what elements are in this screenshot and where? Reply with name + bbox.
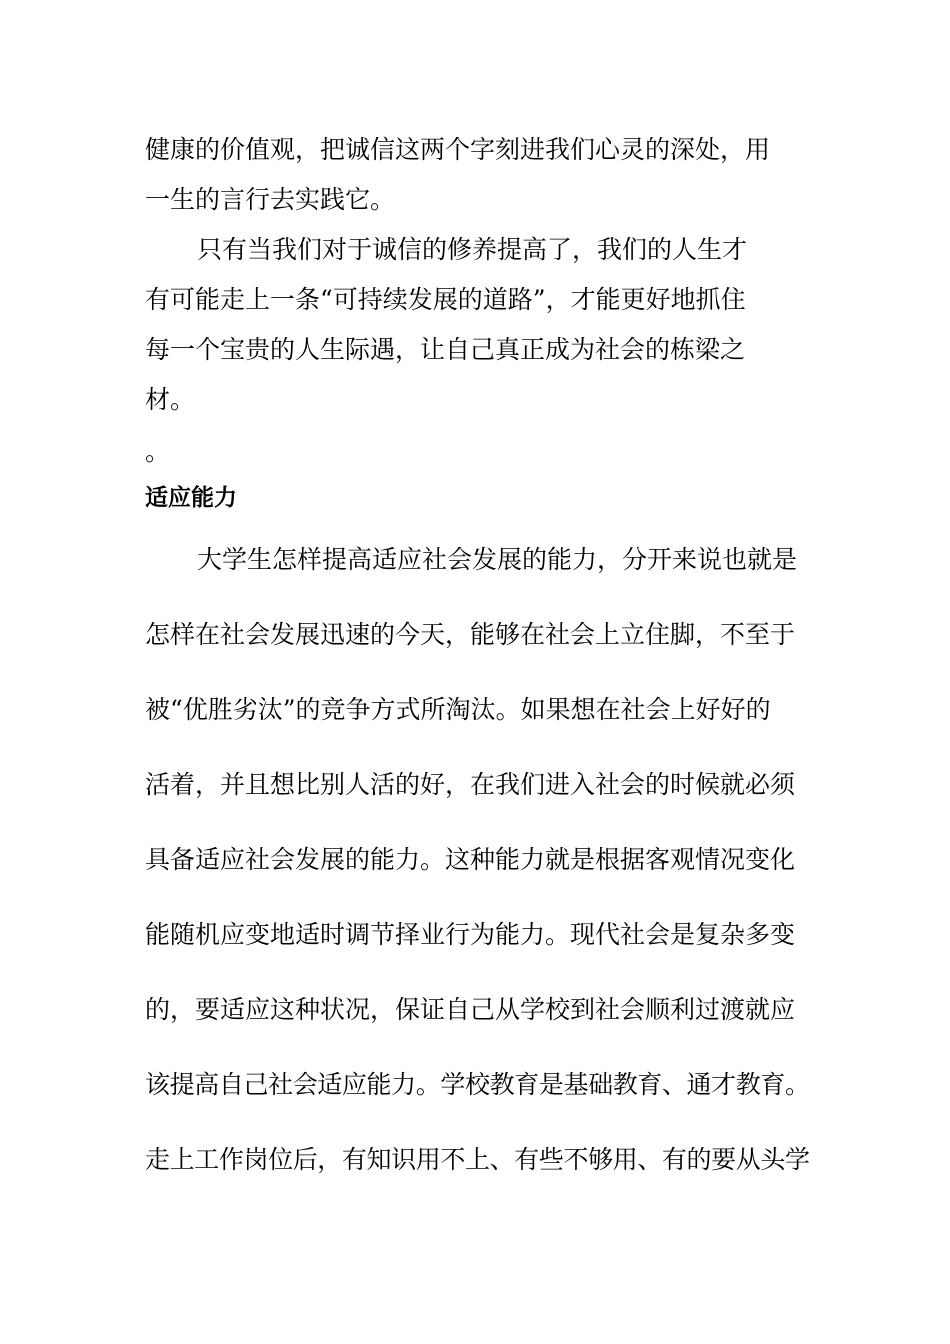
section-heading: 适应能力: [145, 485, 237, 511]
paragraph-line: 大学生怎样提高适应社会发展的能力，分开来说也就是: [197, 545, 798, 574]
paragraph-line: 该提高自己社会适应能力。学校教育是基础教育、通才教育。: [145, 1070, 810, 1099]
paragraph-line: 一生的言行去实践它。: [145, 185, 396, 214]
paragraph-line: 怎样在社会发展迅速的今天，能够在社会上立住脚，不至于: [145, 620, 796, 649]
paragraph-line: 活着，并且想比别人活的好，在我们进入社会的时候就必须: [145, 770, 796, 799]
paragraph-line: 能随机应变地适时调节择业行为能力。现代社会是复杂多变: [145, 920, 796, 949]
paragraph-line: 健康的价值观，把诚信这两个字刻进我们心灵的深处，用: [145, 135, 771, 164]
paragraph-line: 材。: [145, 385, 196, 414]
paragraph-line: 有可能走上一条“可持续发展的道路”，才能更好地抓住: [145, 285, 746, 314]
paragraph-line: 被“优胜劣汰”的竞争方式所淘汰。如果想在社会上好好的: [145, 695, 771, 724]
stray-period: 。: [145, 437, 171, 466]
paragraph-line: 具备适应社会发展的能力。这种能力就是根据客观情况变化: [145, 845, 796, 874]
paragraph-line: 走上工作岗位后，有知识用不上、有些不够用、有的要从头学: [145, 1145, 810, 1174]
paragraph-line: 的，要适应这种状况，保证自己从学校到社会顺利过渡就应: [145, 995, 796, 1024]
paragraph-line: 只有当我们对于诚信的修养提高了，我们的人生才: [197, 235, 748, 264]
paragraph-line: 每一个宝贵的人生际遇，让自己真正成为社会的栋梁之: [145, 335, 746, 364]
